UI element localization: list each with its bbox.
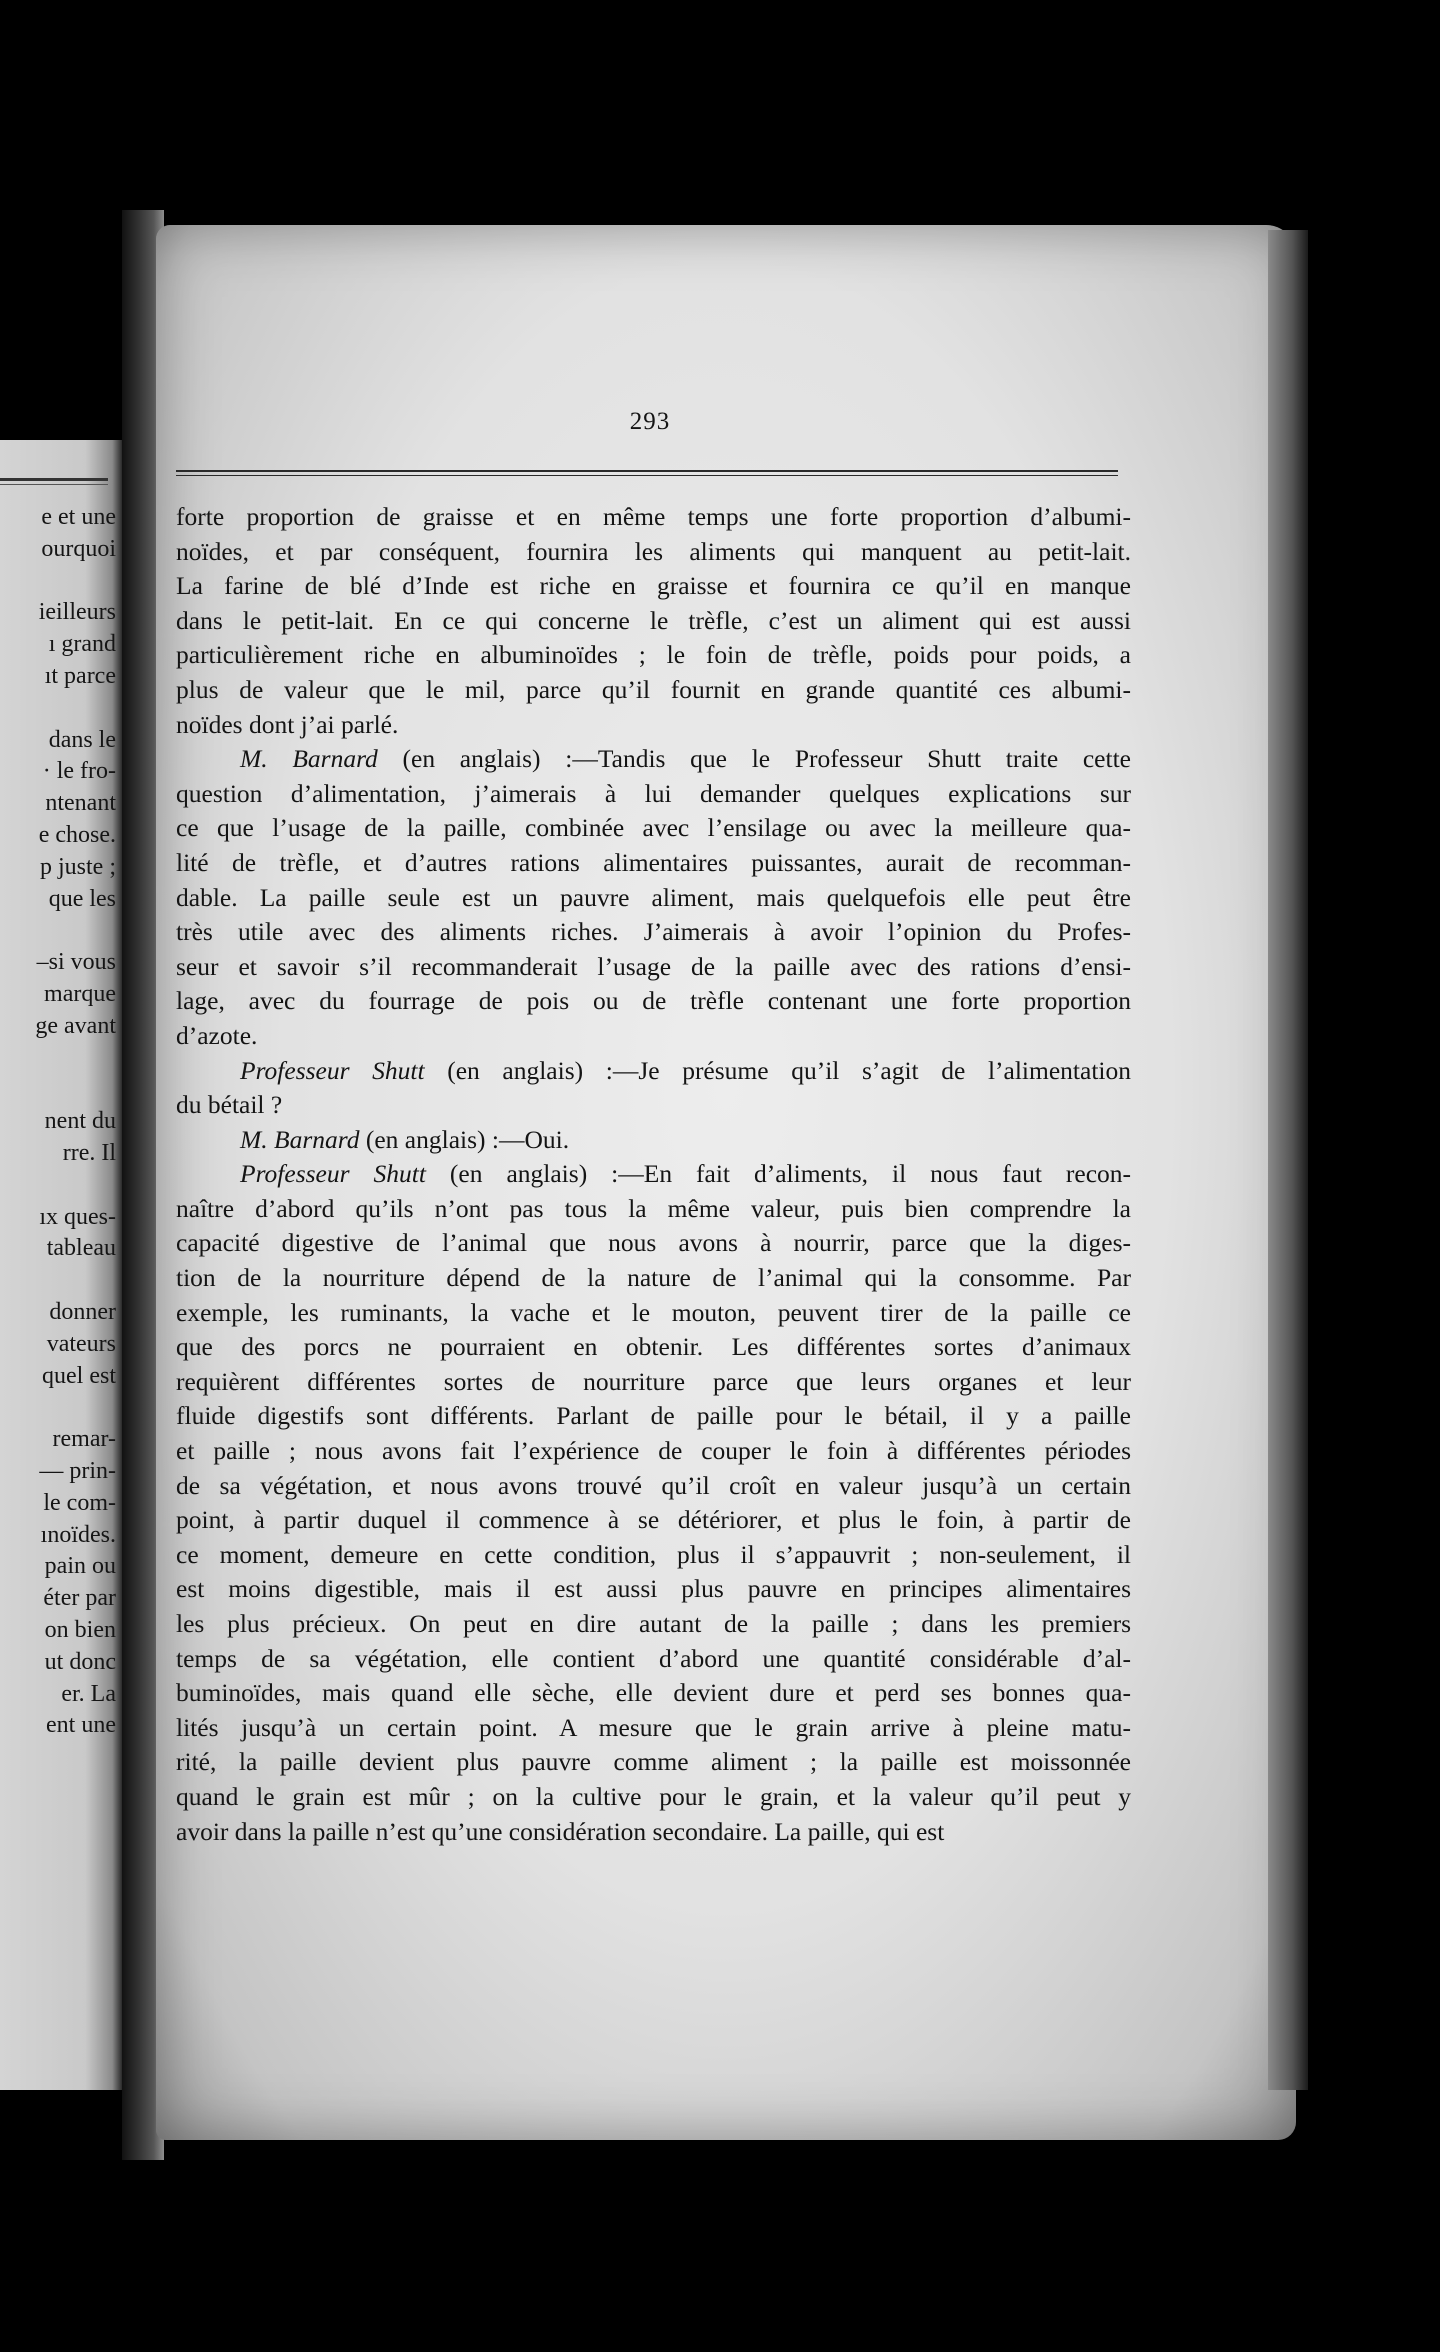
header-rule — [176, 470, 1118, 476]
previous-page-line: quel est — [42, 1362, 116, 1389]
previous-page-line: pain ou — [44, 1553, 116, 1580]
text-line — [176, 915, 1131, 950]
text-line — [176, 708, 1131, 743]
speaker-name: Professeur Shutt — [240, 1055, 425, 1085]
line-text: buminoïdes, mais quand elle sèche, elle devient dure et perd ses bonnes qua- — [176, 1678, 1131, 1708]
speaker-name: M. Barnard — [240, 1124, 360, 1154]
previous-page-line: on bien — [44, 1617, 116, 1643]
line-text: particulièrement riche en albuminoïdes ; le foin de trèfle, poids pour poids, a — [176, 640, 1131, 670]
line-text: rité, la paille devient plus pauvre comme aliment ; la paille est moissonnée — [176, 1747, 1131, 1777]
previous-page — [0, 440, 122, 2090]
line-text: tion de la nourriture dépend de la nature de l’animal qui la consomme. Par — [176, 1263, 1131, 1293]
speaker-name: M. Barnard — [240, 744, 378, 774]
previous-page-line: remar- — [52, 1426, 116, 1453]
previous-page-line: · le fro- — [42, 758, 116, 785]
line-text: très utile avec des aliments riches. J’aimerais à avoir l’opinion du Profes- — [176, 917, 1131, 947]
line-text: lage, avec du fourrage de pois ou de trèfle contenant une forte proportion — [176, 986, 1131, 1016]
text-line — [176, 1711, 1131, 1746]
text-line — [176, 1538, 1131, 1573]
text-line — [176, 1815, 1131, 1850]
previous-page-line: que les — [48, 885, 116, 912]
text-line — [176, 1330, 1131, 1365]
previous-page-line: vateurs — [46, 1330, 116, 1357]
text-line — [176, 1642, 1131, 1677]
line-text: dans le petit-lait. En ce qui concerne le trèfle, c’est un aliment qui est aussi — [176, 605, 1131, 635]
text-line — [176, 984, 1131, 1019]
line-text: capacité digestive de l’animal que nous avons à nourrir, parce que la diges- — [176, 1228, 1131, 1258]
text-line — [176, 1226, 1131, 1261]
text-line — [176, 950, 1131, 985]
line-text: La farine de blé d’Inde est riche en graisse et fournira ce qu’il en manque — [176, 571, 1131, 601]
line-text: du bétail ? — [176, 1090, 283, 1120]
text-line — [176, 1123, 1131, 1158]
text-line — [176, 1399, 1131, 1434]
line-text: question d’alimentation, j’aimerais à lui demander quelques explications sur — [176, 778, 1131, 808]
text-line — [176, 569, 1131, 604]
previous-page-line: er. La — [61, 1680, 116, 1707]
text-line — [176, 673, 1131, 708]
line-text: de sa végétation, et nous avons trouvé qu’il croît en valeur jusqu’à un certain — [176, 1470, 1131, 1500]
text-line — [176, 604, 1131, 639]
line-text: forte proportion de graisse et en même temps une forte proportion d’albumi- — [176, 502, 1131, 531]
text-line — [176, 1676, 1131, 1711]
previous-page-line: ınoïdes. — [40, 1521, 116, 1548]
text-line — [176, 846, 1131, 881]
line-text: et paille ; nous avons fait l’expérience de couper le foin à différentes périodes — [176, 1436, 1131, 1466]
previous-page-line: ut donc — [44, 1648, 116, 1675]
line-text: point, à partir duquel il commence à se détériorer, et plus le foin, à partir de — [176, 1505, 1131, 1535]
text-line — [176, 1019, 1131, 1054]
page-edge-shadow — [1268, 230, 1308, 2090]
line-text: noïdes, et par conséquent, fournira les aliments qui manquent au petit-lait. — [176, 536, 1131, 566]
line-text: fluide digestifs sont différents. Parlant de paille pour le bétail, il y a paille — [176, 1401, 1131, 1431]
text-line — [176, 881, 1131, 916]
text-line — [176, 1607, 1131, 1642]
line-text: quand le grain est mûr ; on la cultive pour le grain, et la valeur qu’il peut y — [176, 1781, 1131, 1811]
line-text: ce que l’usage de la paille, combinée avec l’ensilage ou avec la meilleure qua- — [176, 813, 1131, 843]
text-line — [176, 777, 1131, 812]
previous-page-line: tableau — [46, 1235, 116, 1262]
line-text: temps de sa végétation, elle contient d’abord une quantité considérable d’al- — [176, 1643, 1131, 1673]
text-line — [176, 742, 1131, 777]
text-line — [176, 638, 1131, 673]
previous-page-line: — prin- — [39, 1458, 116, 1484]
line-text: noïdes dont j’ai parlé. — [176, 709, 399, 739]
line-text: que des porcs ne pourraient en obtenir. Les différentes sortes d’animaux — [176, 1332, 1131, 1362]
text-line — [176, 1469, 1131, 1504]
line-text: requièrent différentes sortes de nourriture parce que leurs organes et leur — [176, 1366, 1131, 1396]
previous-page-line: dans le — [48, 726, 116, 753]
line-text: seur et savoir s’il recommanderait l’usage de la paille avec des rations d’ensi- — [176, 951, 1131, 981]
previous-page-line: ourquoi — [41, 535, 116, 562]
previous-page-line: ıt parce — [44, 663, 116, 689]
line-text: ce moment, demeure en cette condition, plus il s’appauvrit ; non-seulement, il — [176, 1539, 1131, 1569]
previous-page-line: p juste ; — [40, 853, 116, 880]
previous-page-line: rre. Il — [62, 1140, 116, 1166]
line-text: (en anglais) :—En fait d’aliments, il nous faut recon- — [425, 1159, 1131, 1189]
previous-page-line: nent du — [44, 1108, 116, 1135]
line-text: (en anglais) :—Tandis que le Professeur Shutt traite cette — [377, 744, 1131, 774]
body-text — [176, 500, 1131, 1849]
line-text: (en anglais) :—Je présume qu’il s’agit de l’alimentation — [424, 1055, 1131, 1085]
page-number: 293 — [629, 408, 671, 435]
previous-page-line: ge avant — [35, 1012, 116, 1039]
text-line — [176, 1054, 1131, 1089]
text-line — [176, 1745, 1131, 1780]
text-line — [176, 1157, 1131, 1192]
text-line — [176, 1192, 1131, 1227]
line-text: lités jusqu’à un certain point. A mesure que le grain arrive à pleine matu- — [176, 1712, 1131, 1742]
previous-page-line: ı grand — [48, 631, 116, 658]
previous-page-line: ent une — [46, 1712, 116, 1739]
previous-page-line: éter par — [43, 1585, 116, 1612]
line-text: naître d’abord qu’ils n’ont pas tous la même valeur, puis bien comprendre la — [176, 1193, 1131, 1223]
text-line — [176, 1780, 1131, 1815]
text-line — [176, 1434, 1131, 1469]
speaker-name: Professeur Shutt — [240, 1159, 426, 1189]
line-text: plus de valeur que le mil, parce qu’il fournit en grande quantité ces albumi- — [176, 674, 1131, 704]
text-line — [176, 500, 1131, 535]
previous-page-line: e chose. — [38, 822, 116, 848]
previous-page-line: ieilleurs — [38, 599, 116, 626]
text-line — [176, 1572, 1131, 1607]
text-line — [176, 1296, 1131, 1331]
previous-page-line: e et une — [41, 504, 116, 530]
previous-page-rule — [0, 478, 108, 485]
previous-page-line: donner — [49, 1299, 116, 1325]
text-line — [176, 1088, 1131, 1123]
line-text: avoir dans la paille n’est qu’une considération secondaire. La paille, qui est — [176, 1816, 945, 1846]
text-line — [176, 1261, 1131, 1296]
text-line — [176, 811, 1131, 846]
previous-page-line: le com- — [43, 1489, 116, 1516]
line-text: lité de trèfle, et d’autres rations alimentaires puissantes, aurait de recomman- — [176, 847, 1131, 877]
line-text: (en anglais) :—Oui. — [359, 1124, 570, 1154]
line-text: exemple, les ruminants, la vache et le mouton, peuvent tirer de la paille ce — [176, 1297, 1131, 1327]
previous-page-line: marque — [44, 981, 116, 1007]
line-text: d’azote. — [176, 1020, 258, 1050]
previous-page-line: –si vous — [36, 949, 116, 976]
previous-page-line: ntenant — [45, 790, 116, 817]
text-line — [176, 535, 1131, 570]
previous-page-line: ıx ques- — [39, 1203, 116, 1230]
line-text: les plus précieux. On peut en dire autant de la paille ; dans les premiers — [176, 1609, 1131, 1638]
text-line — [176, 1503, 1131, 1538]
line-text: est moins digestible, mais il est aussi plus pauvre en principes alimentaires — [176, 1574, 1131, 1604]
line-text: dable. La paille seule est un pauvre aliment, mais quelquefois elle peut être — [176, 882, 1131, 912]
text-line — [176, 1365, 1131, 1400]
